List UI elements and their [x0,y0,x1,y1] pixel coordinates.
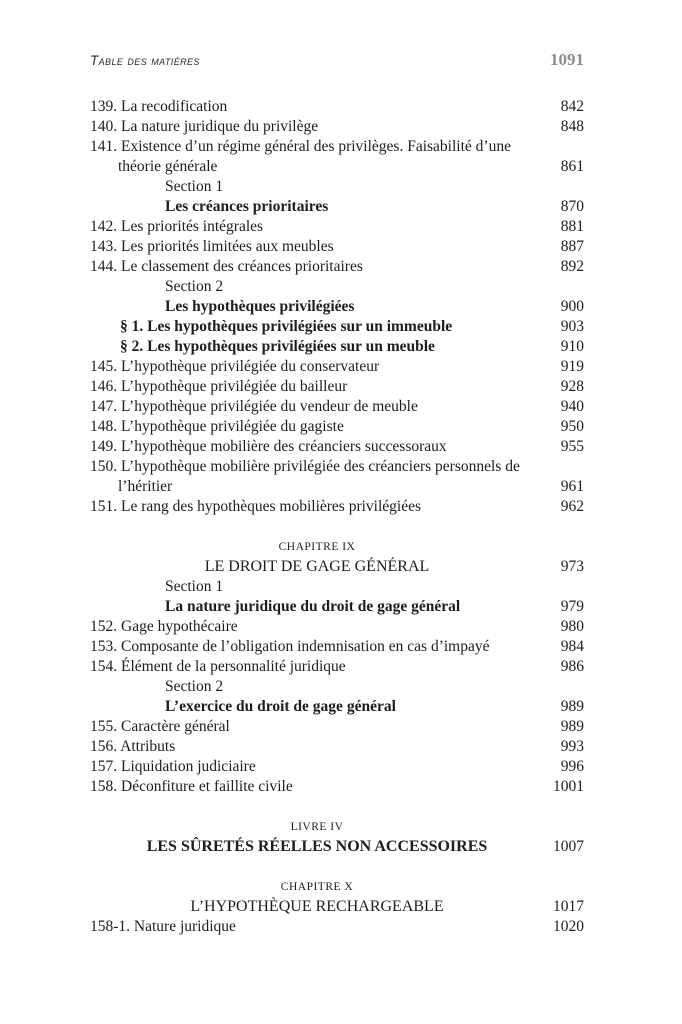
toc-entry-title: 145. L’hypothèque privilégiée du conservateur [90,358,380,375]
toc-entry-title: Section 2 [165,678,224,695]
toc-entry-page: 1020 [553,918,584,935]
toc-entry-title: théorie générale [118,158,218,175]
running-header [90,50,584,70]
toc-entry-title: CHAPITRE IX [278,541,356,553]
toc-entry-title: 150. L’hypothèque mobilière privilégiée des créanciers personnels de [90,458,520,475]
toc-entry-title: Les hypothèques privilégiées [165,298,355,315]
toc-entry-page [544,817,584,837]
toc-row [90,237,584,257]
toc-row [90,477,584,497]
toc-row [90,497,584,517]
toc-entry-title: § 1. Les hypothèques privilégiées sur un immeuble [120,318,453,335]
toc-entry-page: 848 [560,118,584,135]
toc-entry-title: LES SÛRETÉS RÉELLES NON ACCESSOIRES [146,838,488,855]
toc-entry-title: 151. Le rang des hypothèques mobilières privilégiées [90,498,422,515]
toc-row [90,297,584,317]
toc-row [90,117,584,137]
toc-entry-title: § 2. Les hypothèques privilégiées sur un meuble [120,338,435,355]
toc-entry-title: l’héritier [118,478,173,495]
toc-entry-page: 955 [560,438,584,455]
toc-entry-title: CHAPITRE X [280,881,354,893]
toc-row [90,817,584,837]
toc-row [90,657,584,677]
toc-row [90,337,584,357]
toc-entry-page: 1007 [553,838,584,855]
toc-entry-title: LE DROIT DE GAGE GÉNÉRAL [204,558,430,575]
toc-entry-title: L’HYPOTHÈQUE RECHARGEABLE [190,898,444,915]
toc-spacer [90,797,584,817]
toc-row [90,437,584,457]
toc-entry-page: 1001 [553,778,584,795]
toc-entry-page [544,877,584,897]
table-of-contents [90,97,584,937]
toc-entry-page: 870 [560,198,584,215]
toc-row [90,457,584,477]
toc-entry-title: 157. Liquidation judiciaire [90,758,256,775]
toc-spacer [90,517,584,537]
toc-row [90,757,584,777]
toc-row [90,217,584,237]
toc-row [90,897,584,917]
toc-entry-title: 158-1. Nature juridique [90,918,236,935]
toc-entry-page [544,537,584,557]
toc-entry-page [544,137,584,157]
toc-entry-page: 842 [560,98,584,115]
toc-row [90,777,584,797]
toc-row [90,197,584,217]
toc-entry-page [544,677,584,697]
toc-entry-page: 940 [560,398,584,415]
page-number: 1091 [550,50,584,69]
toc-entry-page: 928 [560,378,584,395]
toc-entry-page: 900 [560,298,584,315]
toc-row [90,157,584,177]
toc-entry-page: 980 [560,618,584,635]
toc-row [90,357,584,377]
toc-entry-page [544,177,584,197]
toc-row [90,617,584,637]
toc-row [90,377,584,397]
toc-entry-title: Section 1 [165,578,224,595]
toc-entry-page: 887 [560,238,584,255]
toc-entry-title: L’exercice du droit de gage général [165,698,396,715]
toc-entry-title: 143. Les priorités limitées aux meubles [90,238,334,255]
toc-row [90,717,584,737]
running-header-title: Table des matières [90,53,200,68]
toc-row [90,697,584,717]
toc-entry-title: 152. Gage hypothécaire [90,618,238,635]
toc-row [90,577,584,597]
toc-entry-page: 910 [560,338,584,355]
toc-entry-page: 961 [560,478,584,495]
toc-entry-title: Les créances prioritaires [165,198,329,215]
toc-entry-title: 139. La recodification [90,98,228,115]
toc-entry-title: 158. Déconfiture et faillite civile [90,778,293,795]
toc-entry-page: 973 [560,558,584,575]
toc-entry-title: 156. Attributs [90,738,176,755]
toc-entry-title: 144. Le classement des créances prioritaires [90,258,363,275]
toc-row [90,257,584,277]
toc-row [90,677,584,697]
toc-row [90,277,584,297]
toc-entry-page: 1017 [553,898,584,915]
toc-entry-title: 153. Composante de l’obligation indemnisation en cas d’impayé [90,638,490,655]
toc-entry-title: 142. Les priorités intégrales [90,218,264,235]
toc-row [90,417,584,437]
toc-row [90,597,584,617]
toc-row [90,97,584,117]
toc-entry-page [544,457,584,477]
toc-row [90,637,584,657]
toc-row [90,317,584,337]
toc-entry-page: 881 [560,218,584,235]
toc-entry-title: 149. L’hypothèque mobilière des créanciers successoraux [90,438,447,455]
toc-entry-title: 146. L’hypothèque privilégiée du bailleur [90,378,348,395]
toc-entry-page: 986 [560,658,584,675]
toc-entry-page: 984 [560,638,584,655]
toc-row [90,397,584,417]
toc-entry-title: 140. La nature juridique du privilège [90,118,319,135]
toc-entry-page: 996 [560,758,584,775]
toc-entry-page: 993 [560,738,584,755]
toc-entry-page: 979 [560,598,584,615]
toc-row [90,877,584,897]
toc-entry-page: 919 [560,358,584,375]
toc-spacer [90,857,584,877]
toc-entry-page: 989 [560,698,584,715]
toc-row [90,917,584,937]
toc-entry-page: 989 [560,718,584,735]
toc-row [90,737,584,757]
toc-row [90,537,584,557]
toc-entry-title: LIVRE IV [290,821,344,833]
toc-entry-page: 892 [560,258,584,275]
toc-entry-page: 861 [560,158,584,175]
toc-entry-page [544,277,584,297]
toc-entry-page: 950 [560,418,584,435]
toc-row [90,837,584,857]
toc-entry-title: 147. L’hypothèque privilégiée du vendeur de meuble [90,398,418,415]
toc-row [90,137,584,157]
toc-entry-page: 962 [560,498,584,515]
toc-entry-page [544,577,584,597]
toc-row [90,177,584,197]
toc-entry-title: Section 2 [165,278,224,295]
toc-entry-title: La nature juridique du droit de gage général [165,598,461,615]
toc-entry-title: 141. Existence d’un régime général des privilèges. Faisabilité d’une [90,138,511,155]
toc-entry-title: Section 1 [165,178,224,195]
toc-entry-title: 155. Caractère général [90,718,230,735]
toc-entry-title: 154. Élément de la personnalité juridique [90,658,346,675]
toc-entry-page: 903 [560,318,584,335]
toc-entry-title: 148. L’hypothèque privilégiée du gagiste [90,418,344,435]
toc-row [90,557,584,577]
